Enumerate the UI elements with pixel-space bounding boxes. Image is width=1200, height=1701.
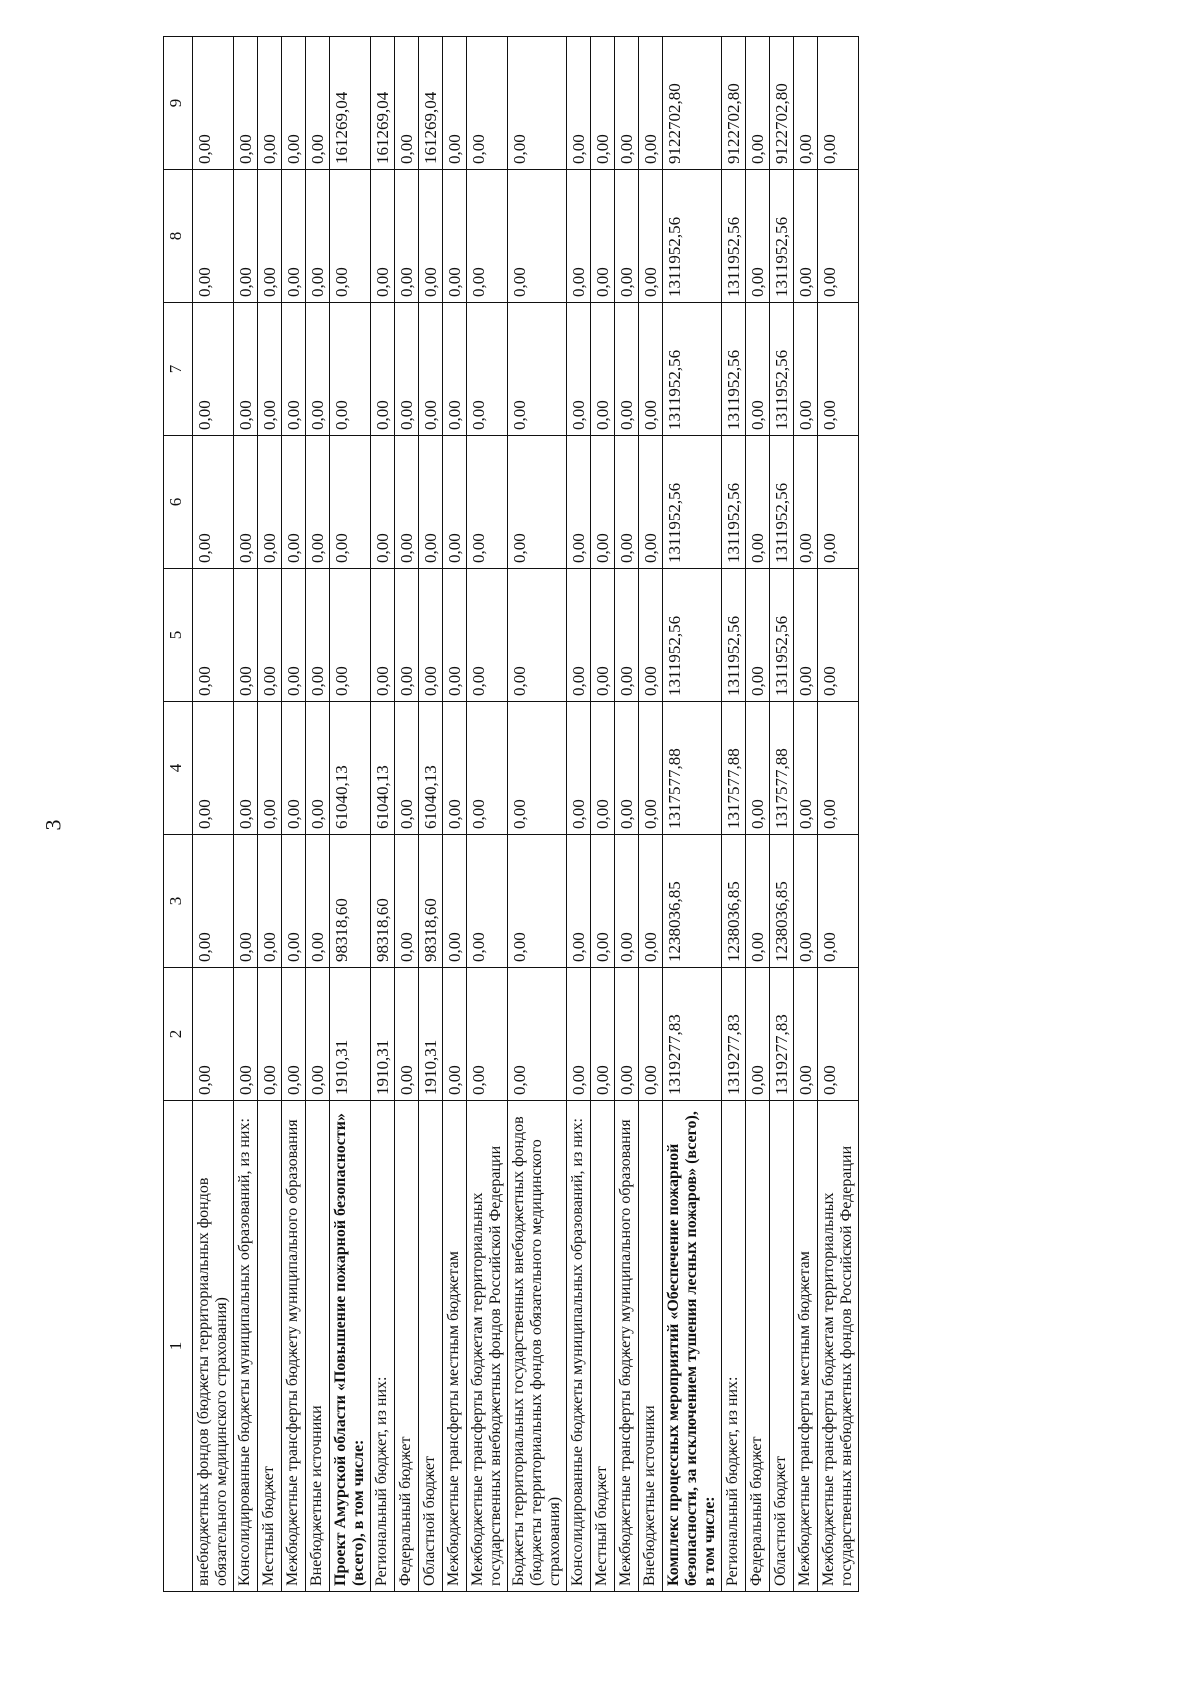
row-label: Региональный бюджет, из них:	[371, 1101, 395, 1592]
table-cell: 0,00	[508, 170, 567, 303]
table-row	[615, 37, 639, 1592]
table-cell: 9122702,80	[722, 37, 746, 170]
table-cell: 0,00	[306, 968, 330, 1101]
table-cell: 0,00	[282, 303, 306, 436]
table-cell: 1311952,56	[663, 569, 722, 702]
table-cell: 98318,60	[371, 835, 395, 968]
table-cell: 0,00	[419, 170, 443, 303]
table-row	[591, 37, 615, 1592]
table-cell: 0,00	[746, 702, 770, 835]
table-cell: 0,00	[467, 702, 508, 835]
row-label: Межбюджетные трансферты бюджету муниципального образования	[282, 1101, 306, 1592]
table-cell: 0,00	[443, 436, 467, 569]
table-cell: 0,00	[443, 968, 467, 1101]
table-cell: 1311952,56	[722, 170, 746, 303]
table-cell: 0,00	[591, 436, 615, 569]
table-cell: 0,00	[591, 835, 615, 968]
table-cell: 0,00	[508, 835, 567, 968]
table-cell: 0,00	[395, 303, 419, 436]
table-cell: 0,00	[419, 303, 443, 436]
table-cell: 161269,04	[371, 37, 395, 170]
table-cell: 0,00	[591, 37, 615, 170]
table-cell: 1311952,56	[770, 303, 794, 436]
table-cell: 0,00	[330, 170, 371, 303]
table-cell: 0,00	[794, 968, 818, 1101]
table-cell: 0,00	[234, 436, 258, 569]
table-cell: 0,00	[395, 569, 419, 702]
table-row	[508, 37, 567, 1592]
column-header: 8	[164, 170, 193, 303]
table-cell: 0,00	[794, 702, 818, 835]
table-cell: 0,00	[818, 303, 859, 436]
table-body	[193, 37, 859, 1592]
table-cell: 0,00	[193, 37, 234, 170]
row-label: Консолидированные бюджеты муниципальных образований, из них:	[567, 1101, 591, 1592]
table-cell: 0,00	[794, 170, 818, 303]
row-label: Внебюджетные источники	[306, 1101, 330, 1592]
table-cell: 0,00	[258, 170, 282, 303]
budget-table	[163, 36, 859, 1592]
table-cell: 0,00	[306, 835, 330, 968]
table-cell: 0,00	[282, 170, 306, 303]
table-cell: 1319277,83	[770, 968, 794, 1101]
table-cell: 1311952,56	[722, 569, 746, 702]
table-row	[306, 37, 330, 1592]
table-cell: 1311952,56	[663, 303, 722, 436]
table-cell: 0,00	[591, 569, 615, 702]
row-label: Внебюджетные источники	[639, 1101, 663, 1592]
table-cell: 0,00	[395, 968, 419, 1101]
table-cell: 0,00	[193, 303, 234, 436]
table-row	[818, 37, 859, 1592]
table-cell: 161269,04	[419, 37, 443, 170]
table-cell: 0,00	[306, 37, 330, 170]
table-cell: 0,00	[746, 303, 770, 436]
table-cell: 1311952,56	[770, 436, 794, 569]
table-row	[371, 37, 395, 1592]
table-cell: 0,00	[443, 170, 467, 303]
table-cell: 0,00	[818, 170, 859, 303]
column-header: 2	[164, 968, 193, 1101]
table-cell: 0,00	[567, 436, 591, 569]
table-row	[395, 37, 419, 1592]
column-header: 4	[164, 702, 193, 835]
table-cell: 0,00	[639, 436, 663, 569]
table-cell: 61040,13	[371, 702, 395, 835]
rotated-table-container	[163, 37, 1081, 1592]
table-row	[419, 37, 443, 1592]
table-cell: 0,00	[567, 968, 591, 1101]
table-cell: 0,00	[258, 569, 282, 702]
table-cell: 0,00	[193, 436, 234, 569]
table-cell: 0,00	[395, 702, 419, 835]
table-cell: 1238036,85	[770, 835, 794, 968]
table-cell: 0,00	[508, 37, 567, 170]
table-cell: 0,00	[794, 436, 818, 569]
table-cell: 61040,13	[330, 702, 371, 835]
table-cell: 0,00	[258, 37, 282, 170]
table-row	[467, 37, 508, 1592]
row-label: Бюджеты территориальных государственных внебюджетных фондов (бюджеты территориальных фондов обязательного медицинского страхования)	[508, 1101, 567, 1592]
table-cell: 0,00	[639, 303, 663, 436]
table-cell: 0,00	[639, 835, 663, 968]
table-cell: 0,00	[306, 702, 330, 835]
table-cell: 0,00	[395, 835, 419, 968]
row-label: Областной бюджет	[770, 1101, 794, 1592]
table-cell: 0,00	[746, 436, 770, 569]
table-cell: 0,00	[591, 968, 615, 1101]
table-cell: 161269,04	[330, 37, 371, 170]
table-cell: 0,00	[746, 835, 770, 968]
row-label: Межбюджетные трансферты бюджетам территориальных государственных внебюджетных фондов Российской Федерации	[818, 1101, 859, 1592]
row-label: Областной бюджет	[419, 1101, 443, 1592]
table-cell: 0,00	[591, 170, 615, 303]
table-row	[770, 37, 794, 1592]
row-label: Федеральный бюджет	[746, 1101, 770, 1592]
table-cell: 1311952,56	[770, 170, 794, 303]
table-cell: 0,00	[371, 436, 395, 569]
table-cell: 0,00	[282, 436, 306, 569]
table-cell: 0,00	[639, 968, 663, 1101]
table-cell: 0,00	[419, 569, 443, 702]
column-header: 3	[164, 835, 193, 968]
table-cell: 0,00	[467, 303, 508, 436]
table-cell: 0,00	[567, 569, 591, 702]
table-cell: 0,00	[567, 702, 591, 835]
table-cell: 0,00	[234, 835, 258, 968]
table-row	[639, 37, 663, 1592]
table-cell: 1317577,88	[722, 702, 746, 835]
table-cell: 1311952,56	[770, 569, 794, 702]
table-cell: 0,00	[639, 702, 663, 835]
table-cell: 0,00	[193, 702, 234, 835]
table-cell: 0,00	[567, 303, 591, 436]
table-row	[722, 37, 746, 1592]
table-cell: 1317577,88	[770, 702, 794, 835]
table-cell: 0,00	[567, 37, 591, 170]
table-cell: 0,00	[615, 569, 639, 702]
table-cell: 0,00	[193, 170, 234, 303]
table-cell: 0,00	[282, 37, 306, 170]
row-label: Местный бюджет	[258, 1101, 282, 1592]
table-cell: 0,00	[567, 835, 591, 968]
row-label: Межбюджетные трансферты местным бюджетам	[794, 1101, 818, 1592]
table-cell: 0,00	[234, 569, 258, 702]
table-cell: 0,00	[639, 37, 663, 170]
table-cell: 0,00	[615, 170, 639, 303]
table-cell: 98318,60	[419, 835, 443, 968]
table-cell: 0,00	[443, 702, 467, 835]
table-cell: 0,00	[615, 702, 639, 835]
table-cell: 1311952,56	[663, 170, 722, 303]
table-cell: 0,00	[330, 436, 371, 569]
table-cell: 0,00	[567, 170, 591, 303]
table-cell: 0,00	[467, 170, 508, 303]
table-cell: 0,00	[371, 569, 395, 702]
table-cell: 0,00	[794, 569, 818, 702]
table-cell: 0,00	[794, 37, 818, 170]
table-cell: 0,00	[282, 702, 306, 835]
table-row	[663, 37, 722, 1592]
table-cell: 0,00	[818, 569, 859, 702]
table-cell: 1319277,83	[722, 968, 746, 1101]
table-cell: 0,00	[330, 303, 371, 436]
table-row	[443, 37, 467, 1592]
table-cell: 0,00	[234, 303, 258, 436]
table-cell: 0,00	[746, 37, 770, 170]
table-row	[234, 37, 258, 1592]
table-cell: 0,00	[467, 569, 508, 702]
table-cell: 0,00	[306, 569, 330, 702]
column-header: 7	[164, 303, 193, 436]
column-header: 1	[164, 1101, 193, 1592]
table-cell: 1317577,88	[663, 702, 722, 835]
table-cell: 0,00	[306, 436, 330, 569]
table-cell: 0,00	[395, 170, 419, 303]
table-cell: 0,00	[794, 303, 818, 436]
table-cell: 1910,31	[419, 968, 443, 1101]
table-cell: 0,00	[443, 37, 467, 170]
column-header: 9	[164, 37, 193, 170]
row-label: внебюджетных фондов (бюджеты территориальных фондов обязательного медицинского страхования)	[193, 1101, 234, 1592]
table-cell: 1311952,56	[722, 436, 746, 569]
table-cell: 0,00	[395, 37, 419, 170]
table-cell: 0,00	[193, 569, 234, 702]
table-cell: 0,00	[443, 303, 467, 436]
table-cell: 0,00	[395, 436, 419, 569]
table-cell: 0,00	[615, 303, 639, 436]
table-cell: 0,00	[746, 968, 770, 1101]
table-cell: 0,00	[282, 569, 306, 702]
table-row	[567, 37, 591, 1592]
table-cell: 0,00	[508, 569, 567, 702]
table-cell: 0,00	[615, 37, 639, 170]
table-cell: 1319277,83	[663, 968, 722, 1101]
row-label: Межбюджетные трансферты бюджетам территориальных государственных внебюджетных фондов Российской Федерации	[467, 1101, 508, 1592]
table-cell: 1910,31	[330, 968, 371, 1101]
table-cell: 0,00	[193, 968, 234, 1101]
table-cell: 0,00	[443, 835, 467, 968]
row-label: Комплекс процессных мероприятий «Обеспечение пожарной безопасности, за исключением тушения лесных пожаров» (всего), в том числе:	[663, 1101, 722, 1592]
table-cell: 0,00	[639, 569, 663, 702]
table-cell: 0,00	[234, 702, 258, 835]
table-cell: 1238036,85	[722, 835, 746, 968]
table-cell: 0,00	[282, 835, 306, 968]
table-cell: 0,00	[508, 436, 567, 569]
table-cell: 0,00	[443, 569, 467, 702]
table-cell: 0,00	[282, 968, 306, 1101]
table-cell: 0,00	[258, 702, 282, 835]
table-row	[794, 37, 818, 1592]
table-cell: 1311952,56	[663, 436, 722, 569]
table-cell: 0,00	[818, 702, 859, 835]
row-label: Межбюджетные трансферты местным бюджетам	[443, 1101, 467, 1592]
table-cell: 0,00	[234, 968, 258, 1101]
row-label: Федеральный бюджет	[395, 1101, 419, 1592]
table-cell: 61040,13	[419, 702, 443, 835]
table-cell: 0,00	[467, 37, 508, 170]
table-cell: 0,00	[234, 170, 258, 303]
table-row	[282, 37, 306, 1592]
table-cell: 0,00	[306, 303, 330, 436]
table-cell: 9122702,80	[663, 37, 722, 170]
table-cell: 0,00	[746, 569, 770, 702]
row-label: Консолидированные бюджеты муниципальных образований, из них:	[234, 1101, 258, 1592]
table-cell: 0,00	[234, 37, 258, 170]
table-cell: 1910,31	[371, 968, 395, 1101]
table-cell: 0,00	[467, 835, 508, 968]
table-cell: 0,00	[508, 303, 567, 436]
table-row	[258, 37, 282, 1592]
table-cell: 0,00	[746, 170, 770, 303]
table-cell: 0,00	[639, 170, 663, 303]
table-cell: 0,00	[419, 436, 443, 569]
table-cell: 0,00	[193, 835, 234, 968]
table-cell: 98318,60	[330, 835, 371, 968]
table-cell: 0,00	[591, 702, 615, 835]
column-header: 6	[164, 436, 193, 569]
table-cell: 0,00	[615, 835, 639, 968]
table-row	[193, 37, 234, 1592]
table-cell: 1311952,56	[722, 303, 746, 436]
table-cell: 0,00	[615, 436, 639, 569]
table-row	[746, 37, 770, 1592]
table-cell: 0,00	[508, 968, 567, 1101]
page-number: 3	[40, 819, 66, 831]
table-cell: 0,00	[818, 968, 859, 1101]
table-cell: 1238036,85	[663, 835, 722, 968]
row-label: Региональный бюджет, из них:	[722, 1101, 746, 1592]
table-cell: 0,00	[591, 303, 615, 436]
table-cell: 0,00	[258, 835, 282, 968]
table-header-row	[164, 37, 193, 1592]
table-cell: 0,00	[818, 436, 859, 569]
row-label: Межбюджетные трансферты бюджету муниципального образования	[615, 1101, 639, 1592]
table-cell: 0,00	[467, 968, 508, 1101]
table-cell: 0,00	[258, 968, 282, 1101]
table-cell: 0,00	[615, 968, 639, 1101]
table-cell: 0,00	[818, 37, 859, 170]
table-cell: 0,00	[258, 303, 282, 436]
table-cell: 0,00	[508, 702, 567, 835]
table-row	[330, 37, 371, 1592]
table-cell: 0,00	[306, 170, 330, 303]
table-cell: 0,00	[371, 303, 395, 436]
table-cell: 9122702,80	[770, 37, 794, 170]
row-label: Местный бюджет	[591, 1101, 615, 1592]
table-cell: 0,00	[330, 569, 371, 702]
table-cell: 0,00	[818, 835, 859, 968]
table-cell: 0,00	[371, 170, 395, 303]
column-header: 5	[164, 569, 193, 702]
table-cell: 0,00	[258, 436, 282, 569]
row-label: Проект Амурской области «Повышение пожарной безопасности» (всего), в том числе:	[330, 1101, 371, 1592]
table-cell: 0,00	[467, 436, 508, 569]
table-cell: 0,00	[794, 835, 818, 968]
